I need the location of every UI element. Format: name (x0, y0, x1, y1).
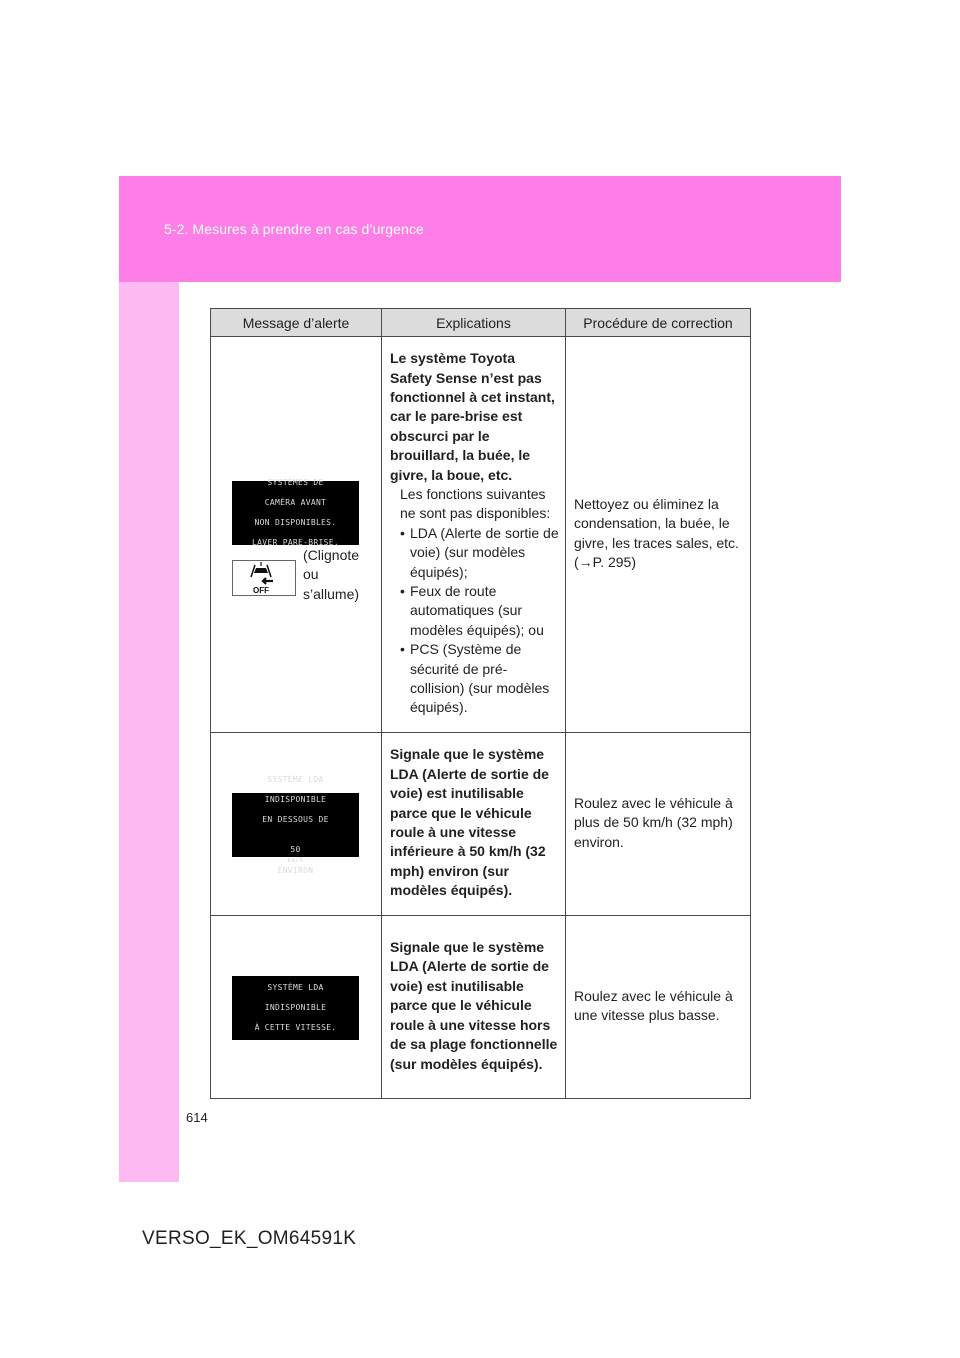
display-line: INDISPONIBLE (264, 794, 327, 804)
column-header-message: Message d’alerte (211, 309, 382, 337)
message-cell (211, 337, 382, 733)
blink-note: (Clignote ou s’allume) (303, 547, 360, 602)
display-screen (232, 774, 359, 875)
table-row (211, 916, 751, 1099)
page-number: 614 (186, 1110, 208, 1125)
list-item: • LDA (Alerte de sortie de voie) (sur modèles équipés); (400, 524, 559, 582)
procedure-text: Roulez avec le véhicule à une vitesse plus basse. (574, 987, 733, 1023)
display-line: SYSTÈME LDA (267, 983, 324, 992)
list-item: • PCS (Système de sécurité de pré-collision) (sur modèles équipés). (400, 640, 559, 718)
explanation-cell (382, 916, 566, 1099)
unavailable-functions-list (390, 524, 559, 718)
explanation-detail: Les fonctions suivantes ne sont pas disponibles: (400, 485, 551, 522)
message-cell (211, 733, 382, 916)
display-line: 50 km/h ENVIRON (277, 844, 314, 875)
list-item: • Feux de route automatiques (sur modèles équipés); ou (400, 582, 559, 640)
message-cell (211, 916, 382, 1099)
procedure-cell (566, 733, 751, 916)
column-header-procedure: Procédure de correction (566, 309, 751, 337)
display-screen (232, 976, 359, 1040)
display-line: LAVER PARE-BRISE. (252, 538, 339, 547)
display-line: NON DISPONIBLES. (254, 518, 337, 527)
explanation-cell (382, 733, 566, 916)
display-line: À CETTE VITESSE. (254, 1023, 337, 1032)
document-code: VERSO_EK_OM64591K (142, 1228, 357, 1249)
svg-text:OFF: OFF (253, 586, 269, 595)
lda-off-warning-icon (232, 560, 296, 596)
explanation-main: Signale que le système LDA (Alerte de sortie de voie) est inutilisable parce que le véhicule roule à une vitesse inférieure à 50 km/h (32 mph) environ (sur modèles équipés). (390, 746, 549, 899)
explanation-main: Signale que le système LDA (Alerte de sortie de voie) est inutilisable parce que le véhicule roule à une vitesse hors de sa plage fonctionnelle (sur modèles équipés). (390, 939, 558, 1072)
display-line: CAMÉRA AVANT (264, 498, 327, 507)
side-margin-band (119, 282, 179, 1182)
explanation-main: Le système Toyota Safety Sense n’est pas fonctionnel à cet instant, car le pare-brise est obscurci par le brouillard, la buée, le givre, la boue, etc. (390, 350, 555, 483)
display-line: SYSTÈME LDA (267, 774, 324, 784)
procedure-text: Nettoyez ou éliminez la condensation, la buée, le givre, les traces sales, etc. (→P. 295) (574, 495, 739, 570)
warning-message-table (210, 308, 751, 1099)
explanation-cell (382, 337, 566, 733)
display-line: SYSTÈMES DE (267, 478, 324, 487)
display-screen (232, 478, 359, 547)
column-header-explanations: Explications (382, 309, 566, 337)
section-title: 5-2. Mesures à prendre en cas d’urgence (164, 221, 424, 237)
table-header-row (211, 309, 751, 337)
display-line: EN DESSOUS DE (262, 814, 329, 824)
display-line: INDISPONIBLE (264, 1003, 327, 1012)
procedure-cell (566, 337, 751, 733)
procedure-text: Roulez avec le véhicule à plus de 50 km/h (32 mph) environ. (574, 794, 733, 850)
procedure-cell (566, 916, 751, 1099)
table-row (211, 733, 751, 916)
table-row (211, 337, 751, 733)
